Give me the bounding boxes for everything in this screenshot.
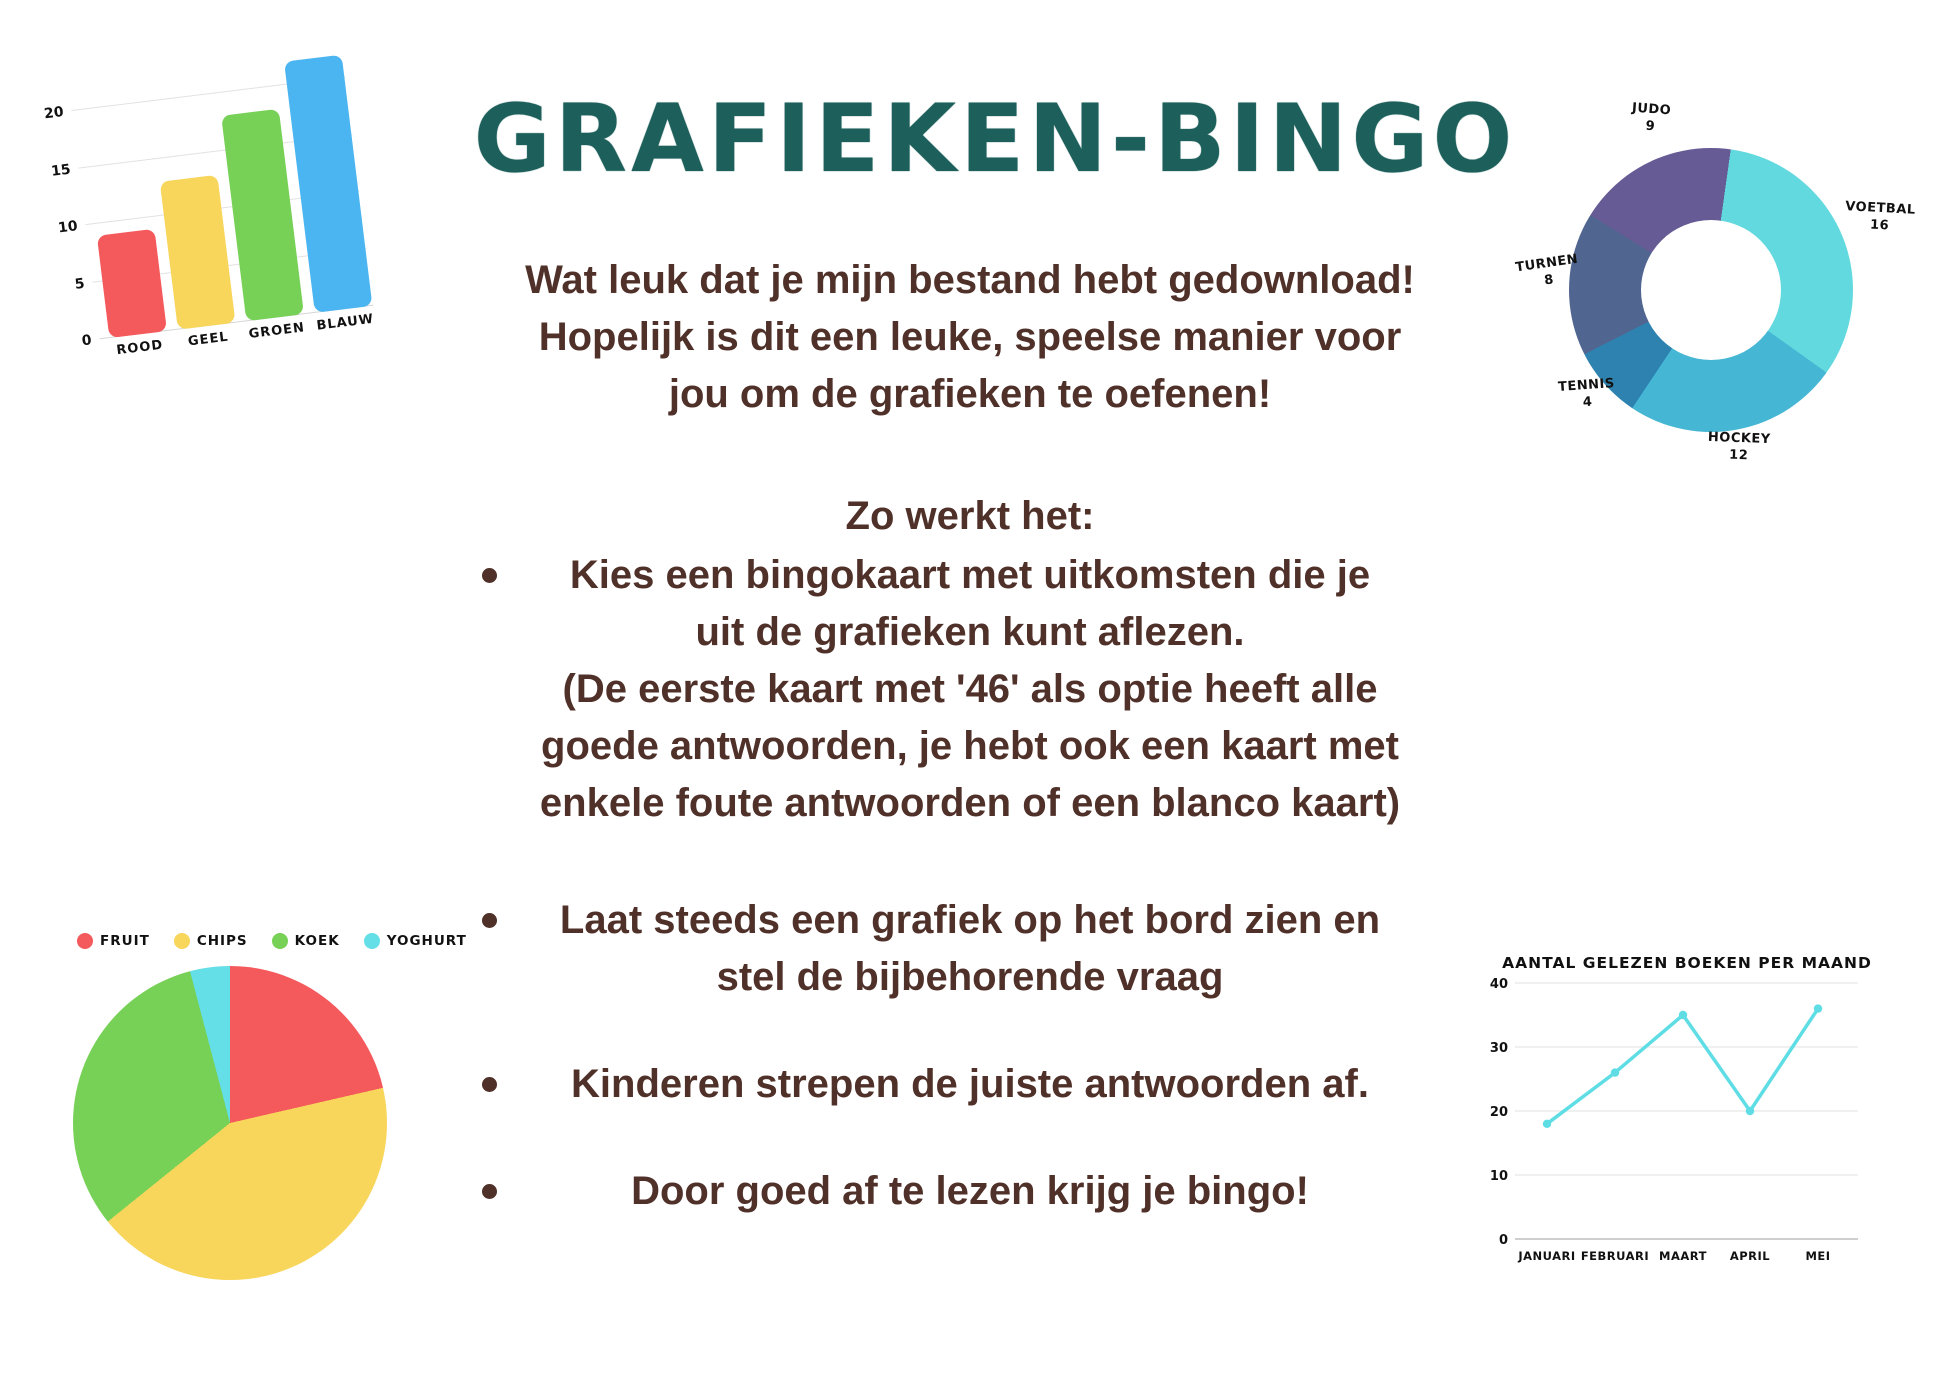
text-line: uit de grafieken kunt aflezen. [695, 610, 1245, 654]
y-axis-tick-label: 15 [50, 161, 72, 180]
legend-label: YOGHURT [386, 933, 467, 949]
y-axis-tick-label: 0 [80, 332, 93, 350]
donut-chart [1500, 95, 1946, 495]
text-line: goede antwoorden, je hebt ook een kaart met [541, 724, 1399, 768]
line-series [1547, 1009, 1818, 1124]
x-axis-category-label: JANUARI [1518, 1249, 1576, 1263]
legend-dot-icon [272, 933, 288, 949]
instruction-bullet-1 [425, 547, 1515, 661]
y-axis-tick-label: 30 [1490, 1041, 1508, 1056]
bar-chart [7, 6, 393, 405]
data-point [1543, 1120, 1551, 1128]
x-axis-category-label: ROOD [115, 337, 165, 359]
donut-label-name: JUDO [1631, 100, 1672, 119]
legend-label: KOEK [294, 933, 340, 949]
y-axis-tick-label: 10 [1490, 1169, 1508, 1184]
data-point [1679, 1011, 1687, 1019]
data-point [1814, 1004, 1822, 1012]
legend-item-chips [174, 933, 248, 949]
x-axis-category-label: MAART [1659, 1249, 1707, 1263]
bullet-icon [482, 1077, 497, 1092]
page-title: GRAFIEKEN-BINGO [473, 84, 1517, 194]
bullet-1-text [425, 547, 1515, 661]
x-axis-category-label: GEEL [187, 329, 230, 350]
y-axis-tick-label: 0 [1498, 1233, 1508, 1248]
pie-chart [73, 966, 387, 1280]
instruction-note [425, 661, 1515, 832]
donut-label-value: 9 [1645, 118, 1656, 135]
donut-label-name: HOCKEY [1707, 429, 1771, 448]
x-axis-category-label: GROEN [247, 320, 306, 343]
text-line: jou om de grafieken te oefenen! [668, 372, 1272, 416]
legend-item-fruit [77, 933, 150, 949]
x-axis-category-label: MEI [1805, 1249, 1831, 1263]
bullet-2-text [425, 892, 1515, 1006]
donut-hole [1641, 220, 1781, 360]
donut-label-value: 16 [1869, 217, 1890, 234]
donut-label-value: 8 [1543, 272, 1555, 289]
text-line: (De eerste kaart met '46' als optie heeft alle [562, 667, 1378, 711]
x-axis-category-label: FEBRUARI [1580, 1249, 1650, 1263]
instruction-bullet-4 [425, 1163, 1515, 1220]
x-axis-category-label: BLAUW [315, 311, 375, 334]
bullet-icon [482, 568, 497, 583]
data-point [1611, 1068, 1619, 1076]
legend-label: FRUIT [100, 933, 150, 949]
instruction-bullet-2 [425, 892, 1515, 1006]
text-line: Door goed af te lezen krijg je bingo! [631, 1169, 1309, 1213]
bar-geel [160, 174, 236, 329]
text-line: stel de bijbehorende vraag [716, 955, 1224, 999]
bar-chart-plot [43, 20, 375, 359]
text-line: Kinderen strepen de juiste antwoorden af. [571, 1062, 1369, 1106]
legend-label: CHIPS [196, 933, 248, 949]
donut-label-hockey [1695, 429, 1782, 466]
donut-label-value: 12 [1728, 447, 1749, 464]
legend-dot-icon [174, 933, 190, 949]
y-axis-tick-label: 40 [1490, 977, 1508, 992]
donut-label-name: TENNIS [1557, 376, 1616, 395]
legend-dot-icon [77, 933, 93, 949]
text-line: Kies een bingokaart met uitkomsten die je [569, 553, 1371, 597]
y-axis-tick-label: 5 [73, 275, 86, 293]
donut-label-name: VOETBAL [1844, 199, 1916, 218]
text-line: Laat steeds een grafiek op het bord zien en [559, 898, 1381, 942]
legend-dot-icon [364, 933, 380, 949]
donut-label-name: TURNEN [1514, 251, 1580, 276]
y-axis-tick-label: 10 [57, 218, 79, 237]
bullet-4-text [425, 1163, 1515, 1220]
intro-paragraph [425, 252, 1515, 423]
x-axis-category-label: APRIL [1729, 1249, 1771, 1263]
instructions-heading: Zo werkt het: [845, 494, 1095, 538]
y-axis-tick-label: 20 [1490, 1105, 1508, 1120]
donut-label-value: 4 [1582, 394, 1593, 411]
data-point [1746, 1107, 1754, 1115]
text-line: Hopelijk is dit een leuke, speelse manier voor [538, 315, 1402, 359]
legend-item-yoghurt [364, 933, 467, 949]
bar-rood [97, 228, 167, 338]
text-line: enkele foute antwoorden of een blanco kaart) [539, 781, 1401, 825]
donut-label-voetbal [1824, 197, 1936, 237]
legend-item-koek [272, 933, 340, 949]
donut-label-tennis [1543, 374, 1631, 414]
bullet-icon [482, 1184, 497, 1199]
line-chart-title: AANTAL GELEZEN BOEKEN PER MAAND [1502, 954, 1872, 972]
line-chart [1490, 942, 1890, 1282]
text-line: Wat leuk dat je mijn bestand hebt gedownload! [525, 258, 1415, 302]
y-axis-tick-label: 20 [43, 104, 65, 123]
bullet-icon [482, 913, 497, 928]
instruction-bullet-3 [425, 1056, 1515, 1113]
bullet-3-text [425, 1056, 1515, 1113]
donut-label-judo [1607, 98, 1695, 138]
pie-legend [77, 933, 467, 949]
